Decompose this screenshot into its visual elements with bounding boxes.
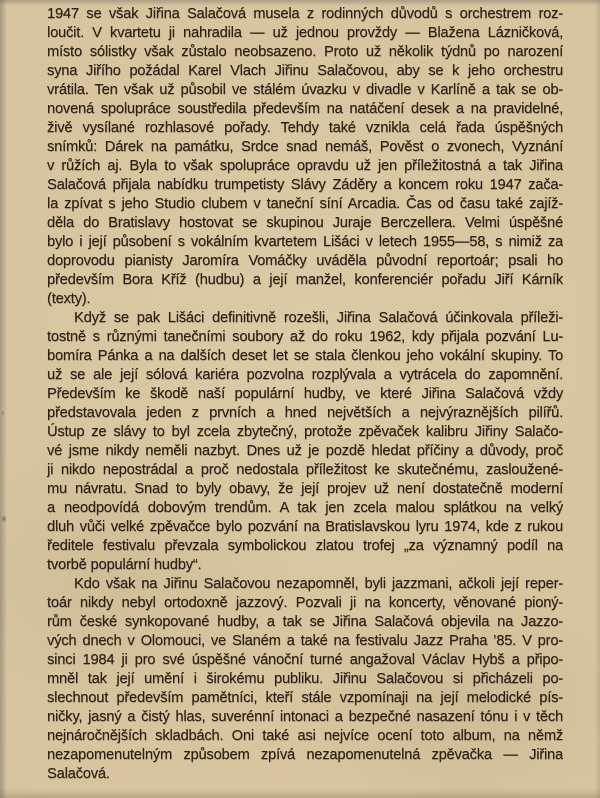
text-line: snímků: Dárek na památku, Srdce snad nemáš, Pověst o zvonech, Vyznání bbox=[47, 139, 563, 155]
text-line: loučit. V kvartetu ji nahradila — už jednou provždy — Blažena Lázničková, bbox=[47, 25, 563, 41]
text-line: nezapomenutelným způsobem zpívá nezapomenutelná zpěvačka — Jiřina bbox=[47, 747, 563, 763]
text-line: Především ke škodě naší populární hudby, ve které Jiřina Salačová vždy bbox=[47, 386, 563, 402]
text-line: představovala jeden z prvních a hned největších a nejvýraznějších pilířů. bbox=[47, 405, 563, 421]
text-block bbox=[47, 5, 563, 784]
text-line: syna Jiřího požádal Karel Vlach Jiřinu Salačovou, aby se k jeho orchestru bbox=[47, 63, 563, 79]
text-line: slechnout především pamětníci, kteří stále vzpomínaji na její melodické pís- bbox=[47, 690, 563, 706]
text-line: novená spolupráce soustředila především na natáčení desek a na pravidelné, bbox=[47, 101, 563, 117]
text-line: la zpívat s jeho Studio clubem v taneční síní Arcadia. Čas od času také zajíž- bbox=[47, 196, 563, 212]
text-line: děla do Bratislavy hostovat se skupinou Juraje Berczellera. Velmi úspěšné bbox=[47, 215, 563, 231]
paragraph bbox=[47, 575, 563, 784]
text-line: toár nikdy nebyl ortodoxně jazzový. Pozvali ji na koncerty, věnované pioný- bbox=[47, 595, 563, 611]
text-line: sinci 1984 ji pro své úspěšné vánoční turné angažoval Václav Hybš a připo- bbox=[47, 652, 563, 668]
text-line: mněl tak její umění i širokému publiku. Jiřinu Salačovou si přicházeli po- bbox=[47, 671, 563, 687]
text-line: dluh vůči velké zpěvačce bylo pozvání na Bratislavskou lyru 1974, kde z rukou bbox=[47, 519, 563, 535]
text-line: Kdo však na Jiřinu Salačovou nezapomněl, byli jazzmani, ačkoli její reper- bbox=[74, 576, 563, 592]
text-line: už se ale její sólová kariéra pozvolna rozplývala a vytrácela do zapomnění. bbox=[47, 367, 563, 383]
text-line: 1947 se však Jiřina Salačová musela z rodinných důvodů s orchestrem roz- bbox=[47, 6, 563, 22]
paragraph bbox=[47, 309, 563, 575]
text-line: (texty). bbox=[47, 291, 91, 307]
text-line: ji nikdo nepostrádal a proč nedostala příležitost ke skutečnému, zasloužené- bbox=[47, 462, 563, 478]
text-line: ničky, jasný a čistý hlas, suverénní intonaci a bezpečné nasazení tónu i v těch bbox=[47, 709, 563, 725]
text-line: bomíra Pánka a na dalších deset let se stala členkou jeho vokální skupiny. To bbox=[47, 348, 563, 364]
text-line: bylo i její působení s vokálním kvartetem Lišáci v letech 1955—58, s nimiž za bbox=[47, 234, 563, 250]
text-line: Ústup ze slávy to byl zcela zbytečný, protože zpěvaček kalibru Jiřiny Salačo- bbox=[47, 424, 563, 440]
text-line: Salačová. bbox=[47, 766, 110, 782]
text-line: místo sólistky však zůstalo neobsazeno. Proto už několik týdnů po narození bbox=[47, 44, 563, 60]
text-line: vé jsme nikdy neměli nazbyt. Dnes už je pozdě hledat příčiny a důvody, proč bbox=[47, 443, 563, 459]
text-line: živě vysílané rozhlasové pořady. Tehdy také vznikla celá řada úspěšných bbox=[47, 120, 563, 136]
text-line: nejnáročnějších skladbách. Oni také asi nejvíce ocení toto album, na němž bbox=[47, 728, 563, 744]
text-line: rům české synkopované hudby, a tak se Jiřina Salačová objevila na Jazzo- bbox=[47, 614, 563, 630]
text-line: a neodpovídá dobovým trendům. A tak jen zcela malou splátkou na velký bbox=[47, 500, 563, 516]
text-line: doprovodu pianisty Jaromíra Vomáčky uváděla původní reportoár; psali ho bbox=[47, 253, 563, 269]
text-line: v růžích aj. Byla to však spolupráce opravdu už jen příležitostná a tak Jiřina bbox=[47, 158, 563, 174]
text-line: ředitele festivalu převzala symbolickou zlatou trofej „za významný podíl na bbox=[47, 538, 563, 554]
text-line: vrátila. Ten však už působil ve stálém úvazku v divadle v Karlíně a tak se ob- bbox=[47, 82, 563, 98]
text-line: vých dnech v Olomouci, ve Slaném a také na festivalu Jazz Praha ’85. V pro- bbox=[47, 633, 563, 649]
text-line: mu návratu. Snad to byly obavy, že její projev už není dostatečně moderní bbox=[47, 481, 563, 497]
text-line: Když se pak Lišáci definitivně rozešli, Jiřina Salačová účinkovala příleži- bbox=[74, 310, 563, 326]
text-line: tostně s různými tanečními soubory až do roku 1962, kdy přijala pozvání Lu- bbox=[47, 329, 563, 345]
text-line: tvorbě populární hudby“. bbox=[47, 557, 202, 573]
paragraph bbox=[47, 5, 563, 309]
text-line: především Bora Kříž (hudbu) a její manžel, konferenciér pořadu Jiří Kárník bbox=[47, 272, 563, 288]
text-line: Salačová přijala nabídku trumpetisty Slávy Záděry a koncem roku 1947 zača- bbox=[47, 177, 563, 193]
